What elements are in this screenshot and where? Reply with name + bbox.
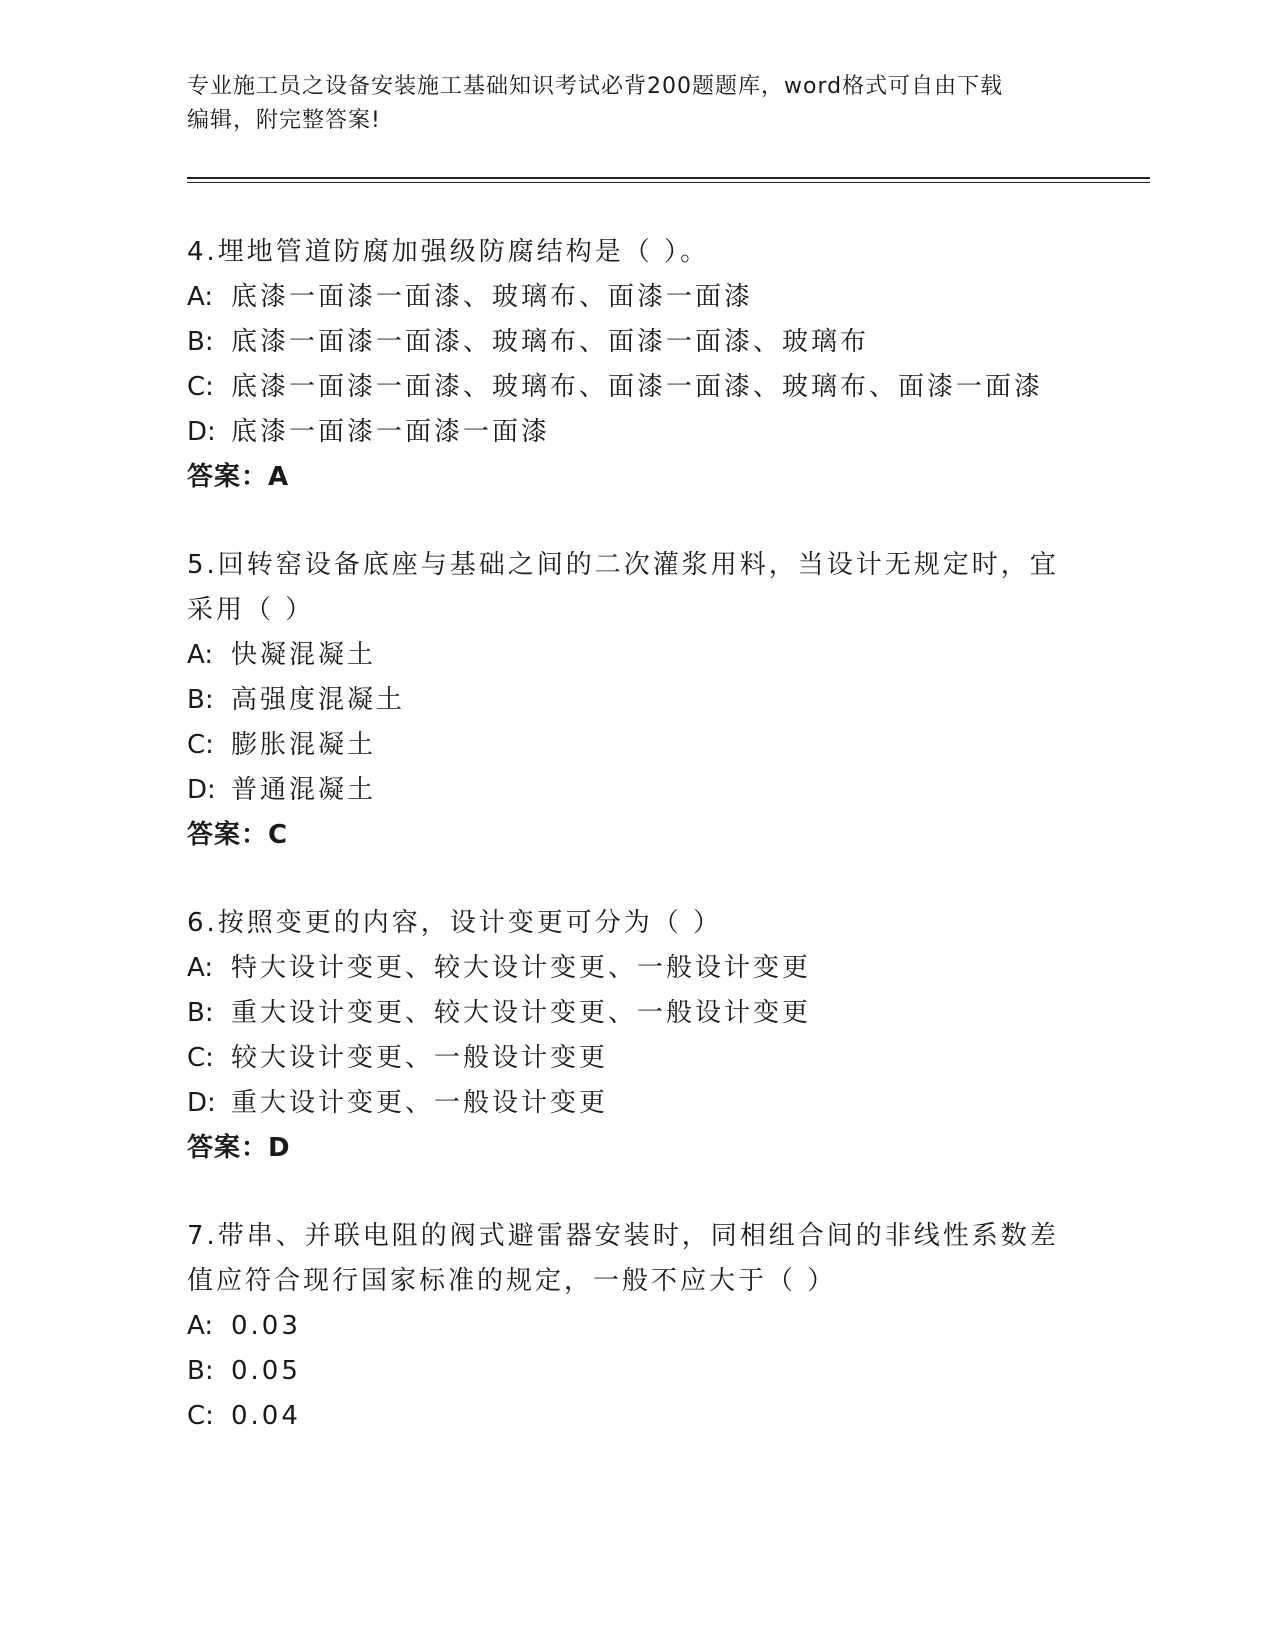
option-text: 普通混凝土 bbox=[231, 775, 377, 805]
question-text: 5.回转窑设备底座与基础之间的二次灌浆用料，当设计无规定时，宜采用（ ） bbox=[187, 550, 1059, 625]
option-text: 重大设计变更、一般设计变更 bbox=[231, 1088, 609, 1118]
question-text: 7.带串、并联电阻的阀式避雷器安装时，同相组合间的非线性系数差值应符合现行国家标准的规定，一般不应大于（ ） bbox=[187, 1221, 1059, 1296]
option-label: A: bbox=[187, 640, 214, 670]
option-label: B: bbox=[187, 1356, 214, 1386]
question-5 bbox=[187, 543, 1077, 858]
document-header bbox=[187, 70, 1087, 138]
option-c bbox=[187, 365, 1077, 410]
option-label: A: bbox=[187, 953, 214, 983]
option-c bbox=[187, 1394, 1077, 1439]
header-rule-thick bbox=[187, 177, 1150, 179]
option-d bbox=[187, 410, 1077, 455]
option-label: A: bbox=[187, 1311, 214, 1341]
question-7 bbox=[187, 1214, 1077, 1439]
option-label: B: bbox=[187, 327, 214, 357]
option-a bbox=[187, 633, 1077, 678]
option-label: D: bbox=[187, 417, 216, 447]
option-d bbox=[187, 1081, 1077, 1126]
option-label: C: bbox=[187, 730, 214, 760]
option-label: B: bbox=[187, 998, 214, 1028]
option-b bbox=[187, 678, 1077, 723]
header-rule-thin bbox=[187, 182, 1150, 183]
option-text: 重大设计变更、较大设计变更、一般设计变更 bbox=[231, 998, 812, 1028]
option-text: 0.03 bbox=[231, 1311, 301, 1341]
header-line-1: 专业施工员之设备安装施工基础知识考试必背200题题库，word格式可自由下载 bbox=[187, 74, 1004, 99]
option-c bbox=[187, 723, 1077, 768]
option-b bbox=[187, 991, 1077, 1036]
question-list bbox=[187, 230, 1077, 1482]
option-label: B: bbox=[187, 685, 214, 715]
question-4 bbox=[187, 230, 1077, 500]
option-text: 高强度混凝土 bbox=[231, 685, 406, 715]
option-d bbox=[187, 768, 1077, 813]
option-a bbox=[187, 946, 1077, 991]
option-b bbox=[187, 1349, 1077, 1394]
option-a bbox=[187, 1304, 1077, 1349]
option-text: 底漆一面漆一面漆、玻璃布、面漆一面漆、玻璃布 bbox=[231, 327, 870, 357]
answer: 答案：C bbox=[187, 820, 289, 850]
question-text: 4.埋地管道防腐加强级防腐结构是（ ）。 bbox=[187, 237, 710, 267]
option-label: C: bbox=[187, 1043, 214, 1073]
option-c bbox=[187, 1036, 1077, 1081]
option-text: 膨胀混凝土 bbox=[231, 730, 377, 760]
option-a bbox=[187, 275, 1077, 320]
option-text: 特大设计变更、较大设计变更、一般设计变更 bbox=[231, 953, 812, 983]
option-text: 0.04 bbox=[231, 1401, 301, 1431]
option-text: 底漆一面漆一面漆一面漆 bbox=[231, 417, 551, 447]
option-label: A: bbox=[187, 282, 214, 312]
answer: 答案：A bbox=[187, 462, 290, 492]
option-text: 底漆一面漆一面漆、玻璃布、面漆一面漆 bbox=[231, 282, 754, 312]
option-text: 快凝混凝土 bbox=[231, 640, 377, 670]
option-b bbox=[187, 320, 1077, 365]
answer: 答案：D bbox=[187, 1133, 291, 1163]
option-text: 底漆一面漆一面漆、玻璃布、面漆一面漆、玻璃布、面漆一面漆 bbox=[231, 372, 1044, 402]
question-text: 6.按照变更的内容，设计变更可分为（ ） bbox=[187, 908, 723, 938]
question-6 bbox=[187, 901, 1077, 1171]
option-label: D: bbox=[187, 1088, 216, 1118]
option-label: C: bbox=[187, 372, 214, 402]
option-text: 较大设计变更、一般设计变更 bbox=[231, 1043, 609, 1073]
header-line-2: 编辑，附完整答案! bbox=[187, 108, 381, 133]
option-label: D: bbox=[187, 775, 216, 805]
option-text: 0.05 bbox=[231, 1356, 301, 1386]
option-label: C: bbox=[187, 1401, 214, 1431]
